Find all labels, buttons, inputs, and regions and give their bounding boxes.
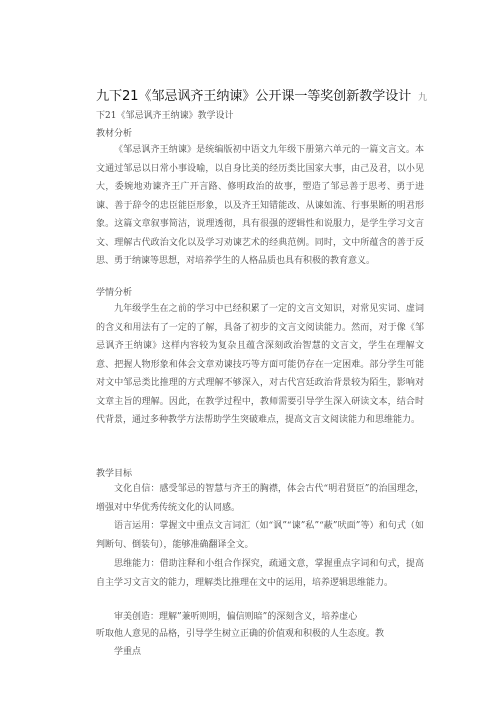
section-heading-key-points: 学重点 xyxy=(114,647,142,657)
paragraph-students: 九年级学生在之前的学习中已经积累了一定的文言文知识，对常见实词、虚词的含义和用法有了一定的了解，具备了初步的文言文阅读能力。然而，对于像《邹忌讽齐王纳谏》这样内容较为复杂且蕴含深刻政治智慧的文言文，学生在理解文意、把握人物形象和体会文章劝谏技巧等方面可能仍存在一定困难。部分学生可能对文中邹忌类比推理的方式理解不够深入，对古代宫廷政治背景较为陌生，影响对文章主旨的理解。因此，在教学过程中，教师需要引导学生深入研读文本，结合时代背景，通过多种教学方法帮助学生突破难点，提高文言文阅读能力和思维能力。 xyxy=(96,304,424,425)
paragraph-goal-culture: 文化自信：感受邹忌的智慧与齐王的胸襟，体会古代“明君贤臣”的治国理念，增强对中华优秀传统文化的认同感。 xyxy=(96,484,424,513)
document-title: 九下21《邹忌讽齐王纳谏》公开课一等奖创新教学设计 xyxy=(96,89,412,104)
paragraph-goal-thinking: 思维能力：借助注释和小组合作探究，疏通文意，掌握重点字词和句式，提高自主学习文言文的能力，理解类比推理在文中的运用，培养逻辑思维能力。 xyxy=(96,559,424,588)
section-heading-material: 教材分析 xyxy=(96,129,133,139)
paragraph-goal-aesthetic-line2: 听取他人意见的品格，引导学生树立正确的价值观和积极的人生态度。教 xyxy=(96,629,385,639)
section-heading-goals: 教学目标 xyxy=(96,469,133,479)
paragraph-material: 《邹忌讽齐王纳谏》是统编版初中语文九年级下册第六单元的一篇文言文。本文通过邹忌以日常小事设喻，以自身比美的经历类比国家大事，由己及君，以小见大，委婉地劝谏齐王广开言路、修明政治的故事，塑造了邹忌善于思考、勇于进谏、善于辞令的忠臣能臣形象，以及齐王知错能改、从谏如流、行事果断的明君形象。这篇文章叙事简洁，说理透彻，具有很强的逻辑性和说服力，是学生学习文言文、理解古代政治文化以及学习劝谏艺术的经典范例。同时，文中所蕴含的善于反思、勇于纳谏等思想，对培养学生的人格品质也具有积极的教育意义。 xyxy=(96,145,424,266)
paragraph-goal-language: 语言运用：掌握文中重点文言词汇（如“讽”“谏”私”“蔽”吠面”等）和句式（如判断句、倒装句），能够准确翻译全文。 xyxy=(96,521,424,550)
document-subtitle: 下21《邹忌讽齐王纳谏》教学设计 xyxy=(96,111,234,121)
section-heading-students: 学情分析 xyxy=(96,288,133,298)
title-tail: 九 xyxy=(418,93,428,103)
paragraph-goal-aesthetic-line1: 审美创造：理解”兼听则明，偏信则暗”的深刻含义，培养虚心 xyxy=(114,612,358,622)
